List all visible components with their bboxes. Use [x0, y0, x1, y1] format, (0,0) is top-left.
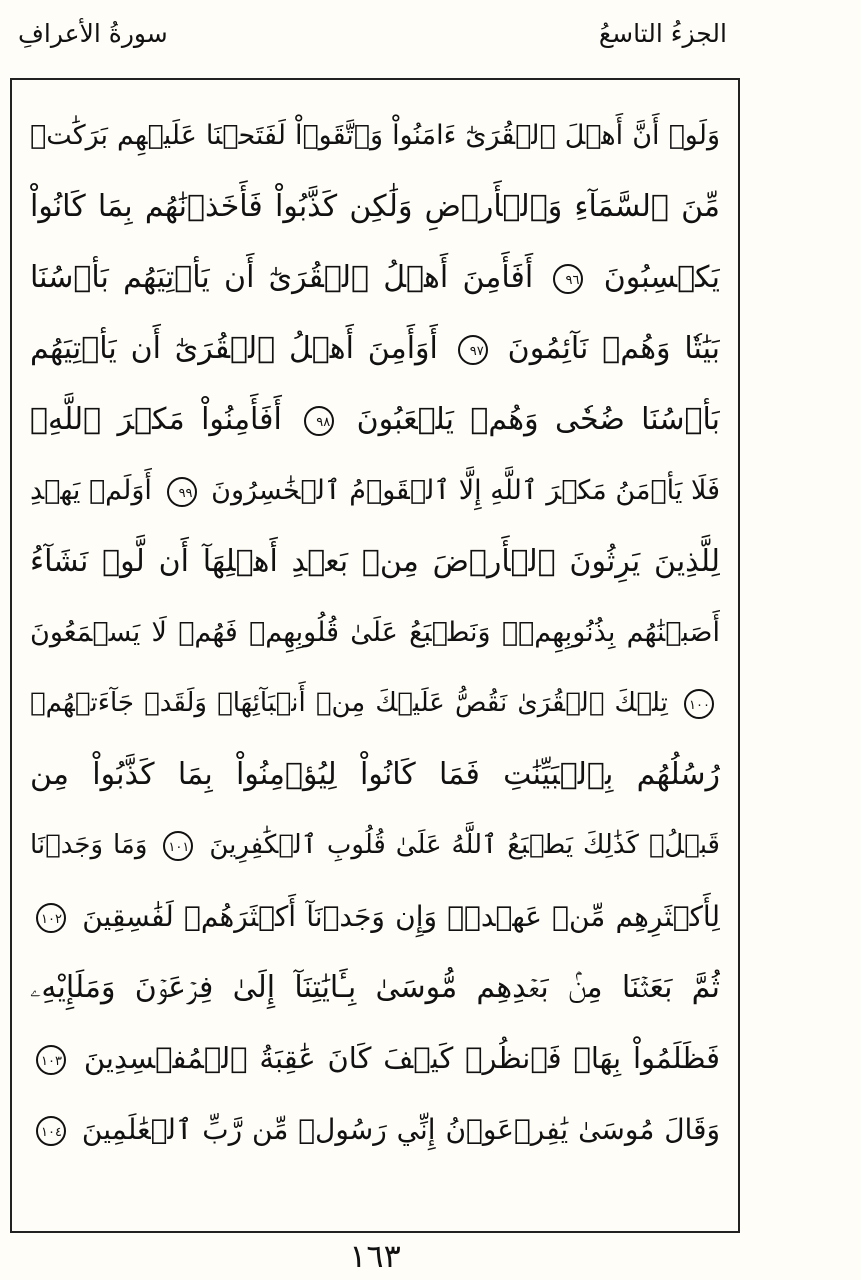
verse-line: [30, 810, 720, 881]
ayah-number-marker: ١٠٣: [36, 1045, 66, 1075]
page-number: ١٦٣: [349, 1237, 401, 1275]
verse-text: وَقَالَ مُوسَىٰ يَٰفِرۡعَوۡنُ إِنِّي رَسُولٞ مِّن رَّبِّ ٱلۡعَٰلَمِينَ: [81, 1113, 720, 1146]
verse-line: [30, 242, 720, 313]
verse-line: [30, 1023, 720, 1094]
verse-text: ثُمَّ بَعَثۡنَا مِنۢ بَعۡدِهِم مُّوسَىٰ بِـَٔايَٰتِنَآ إِلَىٰ فِرۡعَوۡنَ وَمَلَإِيْهِۦ: [30, 970, 720, 1005]
verse-line: [30, 881, 720, 952]
verse-text: أَوَلَمۡ يَهۡدِ: [30, 475, 152, 506]
verse-line: [30, 455, 720, 526]
verse-line: [30, 952, 720, 1023]
verse-lines: [30, 100, 720, 1165]
verse-line: [30, 171, 720, 242]
verse-text: بَيَٰتٗا وَهُمۡ نَآئِمُونَ: [507, 331, 720, 366]
verse-line: [30, 384, 720, 455]
verse-text: لِأَكۡثَرِهِم مِّنۡ عَهۡدٖۖ وَإِن وَجَدۡنَآ أَكۡثَرَهُمۡ لَفَٰسِقِينَ: [82, 900, 720, 933]
surah-header: سورةُ الأعرافِ: [18, 19, 168, 48]
verse-text: أَوَأَمِنَ أَهۡلُ ٱلۡقُرَىٰٓ أَن يَأۡتِيَهُم: [30, 331, 438, 366]
verse-text: تِلۡكَ ٱلۡقُرَىٰ نَقُصُّ عَلَيۡكَ مِنۡ أَنۢبَآئِهَاۚ وَلَقَدۡ جَآءَتۡهُمۡ: [30, 688, 668, 718]
verse-line: [30, 739, 720, 810]
verse-text: فَظَلَمُواْ بِهَاۖ فَٱنظُرۡ كَيۡفَ كَانَ عَٰقِبَةُ ٱلۡمُفۡسِدِينَ: [83, 1041, 720, 1075]
verse-line: [30, 100, 720, 171]
verse-text: بَأۡسُنَا ضُحٗى وَهُمۡ يَلۡعَبُونَ: [356, 402, 720, 437]
verse-text: وَمَا وَجَدۡنَا: [30, 830, 148, 860]
page-frame: [10, 78, 740, 1233]
verse-text: أَفَأَمِنُواْ مَكۡرَ ٱللَّهِۚ: [30, 402, 282, 437]
verse-line: [30, 526, 720, 597]
ayah-number-marker: ١٠٠: [684, 689, 714, 719]
verse-text: يَكۡسِبُونَ: [603, 260, 720, 295]
verse-line: [30, 597, 720, 668]
verse-text: لِلَّذِينَ يَرِثُونَ ٱلۡأَرۡضَ مِنۢ بَعۡدِ أَهۡلِهَآ أَن لَّوۡ نَشَآءُ: [30, 544, 720, 579]
verse-text: فَلَا يَأۡمَنُ مَكۡرَ ٱللَّهِ إِلَّا ٱلۡقَوۡمُ ٱلۡخَٰسِرُونَ: [211, 475, 720, 506]
verse-line: [30, 1094, 720, 1165]
ayah-number-marker: ١٠٤: [36, 1116, 66, 1146]
verse-text: وَلَوۡ أَنَّ أَهۡلَ ٱلۡقُرَىٰٓ ءَامَنُواْ وَٱتَّقَوۡاْ لَفَتَحۡنَا عَلَيۡهِم بَرَكَٰتٖ: [30, 120, 720, 151]
verse-line: [30, 668, 720, 739]
ayah-number-marker: ٩٨: [304, 406, 334, 436]
verse-text: مِّنَ ٱلسَّمَآءِ وَٱلۡأَرۡضِ وَلَٰكِن كَذَّبُواْ فَأَخَذۡنَٰهُم بِمَا كَانُواْ: [30, 189, 720, 224]
verse-line: [30, 313, 720, 384]
verse-text: قَبۡلُۚ كَذَٰلِكَ يَطۡبَعُ ٱللَّهُ عَلَىٰ قُلُوبِ ٱلۡكَٰفِرِينَ: [209, 830, 720, 860]
ayah-number-marker: ٩٧: [458, 335, 488, 365]
ayah-number-marker: ١٠٢: [36, 903, 66, 933]
ayah-number-marker: ١٠١: [163, 831, 193, 861]
verse-text: رُسُلُهُم بِٱلۡبَيِّنَٰتِ فَمَا كَانُواْ لِيُؤۡمِنُواْ بِمَا كَذَّبُواْ مِن: [30, 757, 720, 792]
verse-text: أَصَبۡنَٰهُم بِذُنُوبِهِمۡۚ وَنَطۡبَعُ عَلَىٰ قُلُوبِهِمۡ فَهُمۡ لَا يَسۡمَعُونَ: [30, 617, 720, 648]
ayah-number-marker: ٩٩: [167, 477, 197, 507]
ayah-number-marker: ٩٦: [553, 264, 583, 294]
verse-text: أَفَأَمِنَ أَهۡلُ ٱلۡقُرَىٰٓ أَن يَأۡتِيَهُم بَأۡسُنَا: [30, 260, 534, 295]
juz-header: الجزءُ التاسعُ: [598, 19, 727, 48]
